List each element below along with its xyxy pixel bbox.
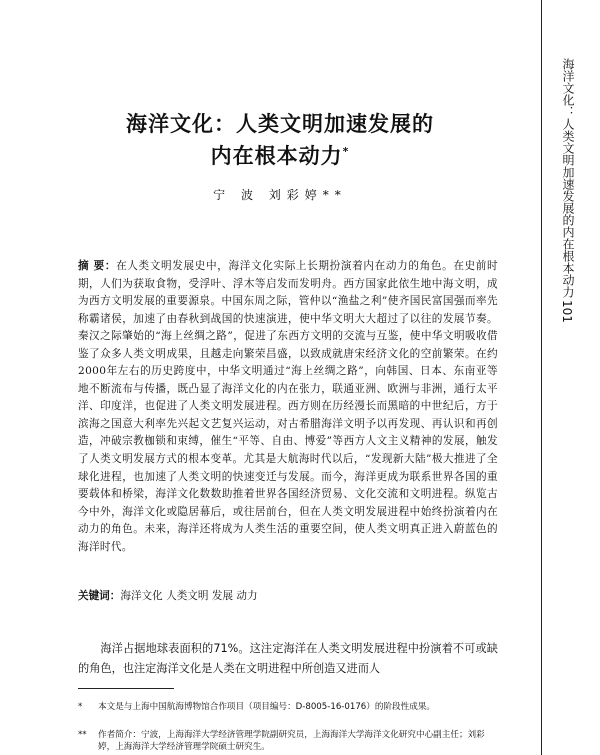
article-title-line2 [60, 140, 500, 170]
title-footnote-mark: * [342, 145, 350, 158]
abstract-text: 在人类文明发展史中，海洋文化实际上长期扮演着内在动力的角色。在史前时期，人们为获取食物，受浮叶、浮木等启发而发明舟。西方国家此依生地中海文明，成为西方文明发展的重要源泉。中国东周之际，管仲以“渔盐之利”使齐国民富国强而率先称霸诸侯，加速了由春秋到战国的快速演进，使中华文明大大超过了以往的发展节奏。秦汉之际肇始的“海上丝绸之路”，促进了东西方文明的交流与互鉴，使中华文明吸收借鉴了众多人类文明成果，且越走向繁荣昌盛，以致成就唐宋经济文化的空前繁荣。在约2000年左右的历史跨度中，中华文明通过“海上丝绸之路”，向韩国、日本、东南亚等地不断流布与传播，既凸显了海洋文化的内在张力，联通亚洲、欧洲与非洲，通行太平洋、印度洋，也促进了人类文明发展进程。西方则在历经漫长而黑暗的中世纪后，方于滨海之国意大利率先兴起文艺复兴运动，对古希腊海洋文明予以再发现、再认识和再创造，冲破宗教枷锁和束缚，催生“平等、自由、博爱”等西方人文主义精神的发展，触发了人类文明发展方式的根本变革。尤其是大航海时代以后，“发现新大陆”极大推进了全球化进程，也加速了人类文明的快速变迁与发展。而今，海洋更成为联系世界各国的重要载体和桥梁，海洋文化数数助推着世界各国经济贸易、文化交流和文明进程。纵览古今中外，海洋文化或隐居幕后，或往居前台，但在人类文明发展进程中始终扮演着内在动力的角色。未来，海洋还将成为人类生活的重要空间，使人类文明真正进入蔚蓝色的海洋时代。 [78, 260, 498, 553]
keywords-label: 关键词： [78, 590, 121, 602]
abstract-label: 摘 要： [78, 260, 117, 272]
footnote-mark: ** [78, 730, 87, 740]
abstract [78, 258, 498, 556]
title-line2-text: 内在根本动力 [210, 144, 343, 168]
keywords-text: 海洋文化 人类文明 发展 动力 [120, 590, 258, 602]
running-title: 海洋文化：人类文明加速发展的内在根本动力 [561, 58, 575, 298]
footnote-2 [78, 729, 498, 753]
footnote-divider [78, 688, 174, 689]
footnote-1 [78, 701, 498, 713]
article-title-line1: 海洋文化：人类文明加速发展的 [126, 112, 434, 136]
keywords [78, 588, 498, 603]
footnote-text: 作者简介：宁波，上海海洋大学经济管理学院副研究员，上海海洋大学海洋文化研究中心副主任；刘彩婷，上海海洋大学经济管理学院硕士研究生。 [98, 730, 485, 752]
margin-divider-line [541, 0, 542, 755]
footnote-mark: * [78, 702, 83, 712]
authors: 宁 波 刘彩婷** [213, 188, 347, 202]
footnote-text: 本文是与上海中国航海博物馆合作项目（项目编号：D-8005-16-0176）的阶段性成果。 [98, 702, 436, 712]
body-paragraph: 海洋占据地球表面积的71%。这注定海洋在人类文明发展进程中扮演着不可或缺的角色，也注定海洋文化是人类在文明进程中所创造又进而人 [78, 642, 498, 675]
page-number: 101 [560, 300, 574, 323]
